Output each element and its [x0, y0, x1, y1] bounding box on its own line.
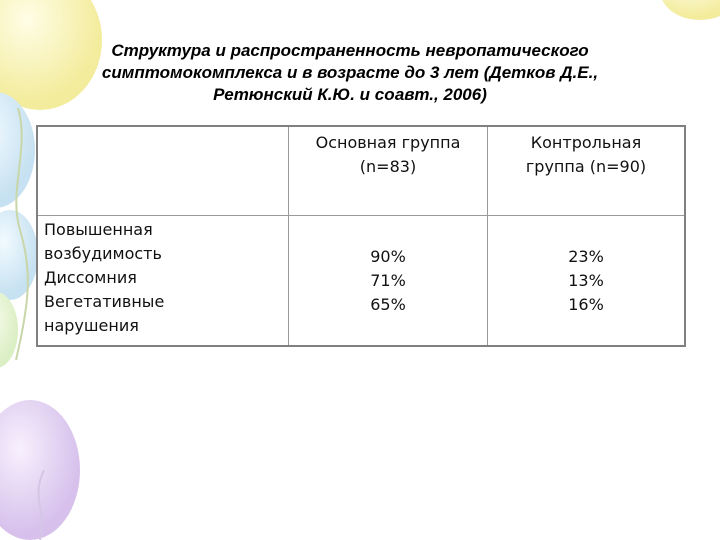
main-group-values-cell [289, 216, 488, 347]
data-table [36, 125, 686, 347]
header-line: группа (n=90) [525, 157, 647, 176]
value-cell: 23% [568, 247, 604, 266]
row-label: нарушения [44, 316, 139, 335]
row-label: возбудимость [44, 244, 162, 263]
title-line: симптомокомплекса и в возрасте до 3 лет (Детков Д.Е., [101, 63, 599, 82]
header-line: (n=83) [359, 157, 417, 176]
value-cell: 65% [370, 295, 406, 314]
balloon-green-left [0, 292, 18, 368]
title-line: Ретюнский К.Ю. и соавт., 2006) [213, 85, 487, 104]
value-cell: 13% [568, 271, 604, 290]
table-row [37, 216, 685, 347]
value-cell: 16% [568, 295, 604, 314]
row-labels-cell [37, 216, 289, 347]
header-control-group [488, 126, 686, 216]
row-label: Вегетативные [44, 292, 165, 311]
slide-title [60, 40, 640, 106]
header-line: Контрольная [530, 133, 642, 152]
row-label: Диссомния [44, 268, 137, 287]
table-corner-cell [37, 126, 289, 216]
header-main-group [289, 126, 488, 216]
row-label: Повышенная [44, 220, 153, 239]
table-header-row [37, 126, 685, 216]
balloon-purple-bottom [0, 400, 80, 540]
value-cell: 90% [370, 247, 406, 266]
header-line: Основная группа [315, 133, 461, 152]
value-cell: 71% [370, 271, 406, 290]
balloon-yellow-corner [660, 0, 720, 20]
title-line: Структура и распространенность невропатического [111, 41, 589, 60]
control-group-values-cell [488, 216, 686, 347]
